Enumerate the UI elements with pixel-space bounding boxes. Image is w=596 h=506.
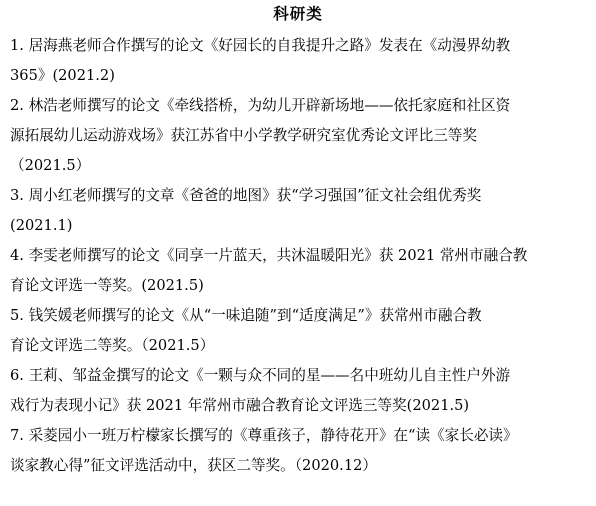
list-item-line: 戏行为表现小记》获 2021 年常州市融合教育论文评选三等奖(2021.5) <box>10 397 470 414</box>
list-item <box>10 301 590 361</box>
list-item-line: 365》(2021.2) <box>10 67 115 84</box>
section-heading: 科研类 <box>273 4 323 23</box>
list-item-line: 育论文评选二等奖。（2021.5） <box>10 337 215 354</box>
list-item <box>10 31 590 91</box>
list-item-line: 谈家教心得”征文评选活动中，获区二等奖。（2020.12） <box>10 457 377 474</box>
list-item <box>10 181 590 241</box>
achievement-list <box>10 31 590 481</box>
list-item-line: 5. 钱笑媛老师撰写的论文《从“一味追随”到“适度满足”》获常州市融合教 <box>10 307 482 324</box>
list-item-line: (2021.1) <box>10 217 73 234</box>
list-item-line: 1. 居海燕老师合作撰写的论文《好园长的自我提升之路》发表在《动漫界幼教 <box>10 37 511 54</box>
list-item-line: 7. 采菱园小一班万柠檬家长撰写的《尊重孩子，静待花开》在“读《家长必读》 <box>10 427 518 444</box>
list-item-line: 育论文评选一等奖。(2021.5) <box>10 277 204 294</box>
list-item-line: 源拓展幼儿运动游戏场》获江苏省中小学教学研究室优秀论文评比三等奖 <box>10 127 478 144</box>
list-item-line: 2. 林浩老师撰写的论文《牵线搭桥，为幼儿开辟新场地——依托家庭和社区资 <box>10 97 511 114</box>
list-item <box>10 421 590 481</box>
list-item-line: 6. 王莉、邹益金撰写的论文《一颗与众不同的星——名中班幼儿自主性户外游 <box>10 367 511 384</box>
list-item-line: 3. 周小红老师撰写的文章《爸爸的地图》获“学习强国”征文社会组优秀奖 <box>10 187 482 204</box>
list-item <box>10 361 590 421</box>
list-item <box>10 241 590 301</box>
list-item-line: 4. 李雯老师撰写的论文《同享一片蓝天，共沐温暖阳光》获 2021 常州市融合教 <box>10 247 528 264</box>
list-item-line: （2021.5） <box>10 157 91 174</box>
list-item <box>10 91 590 181</box>
